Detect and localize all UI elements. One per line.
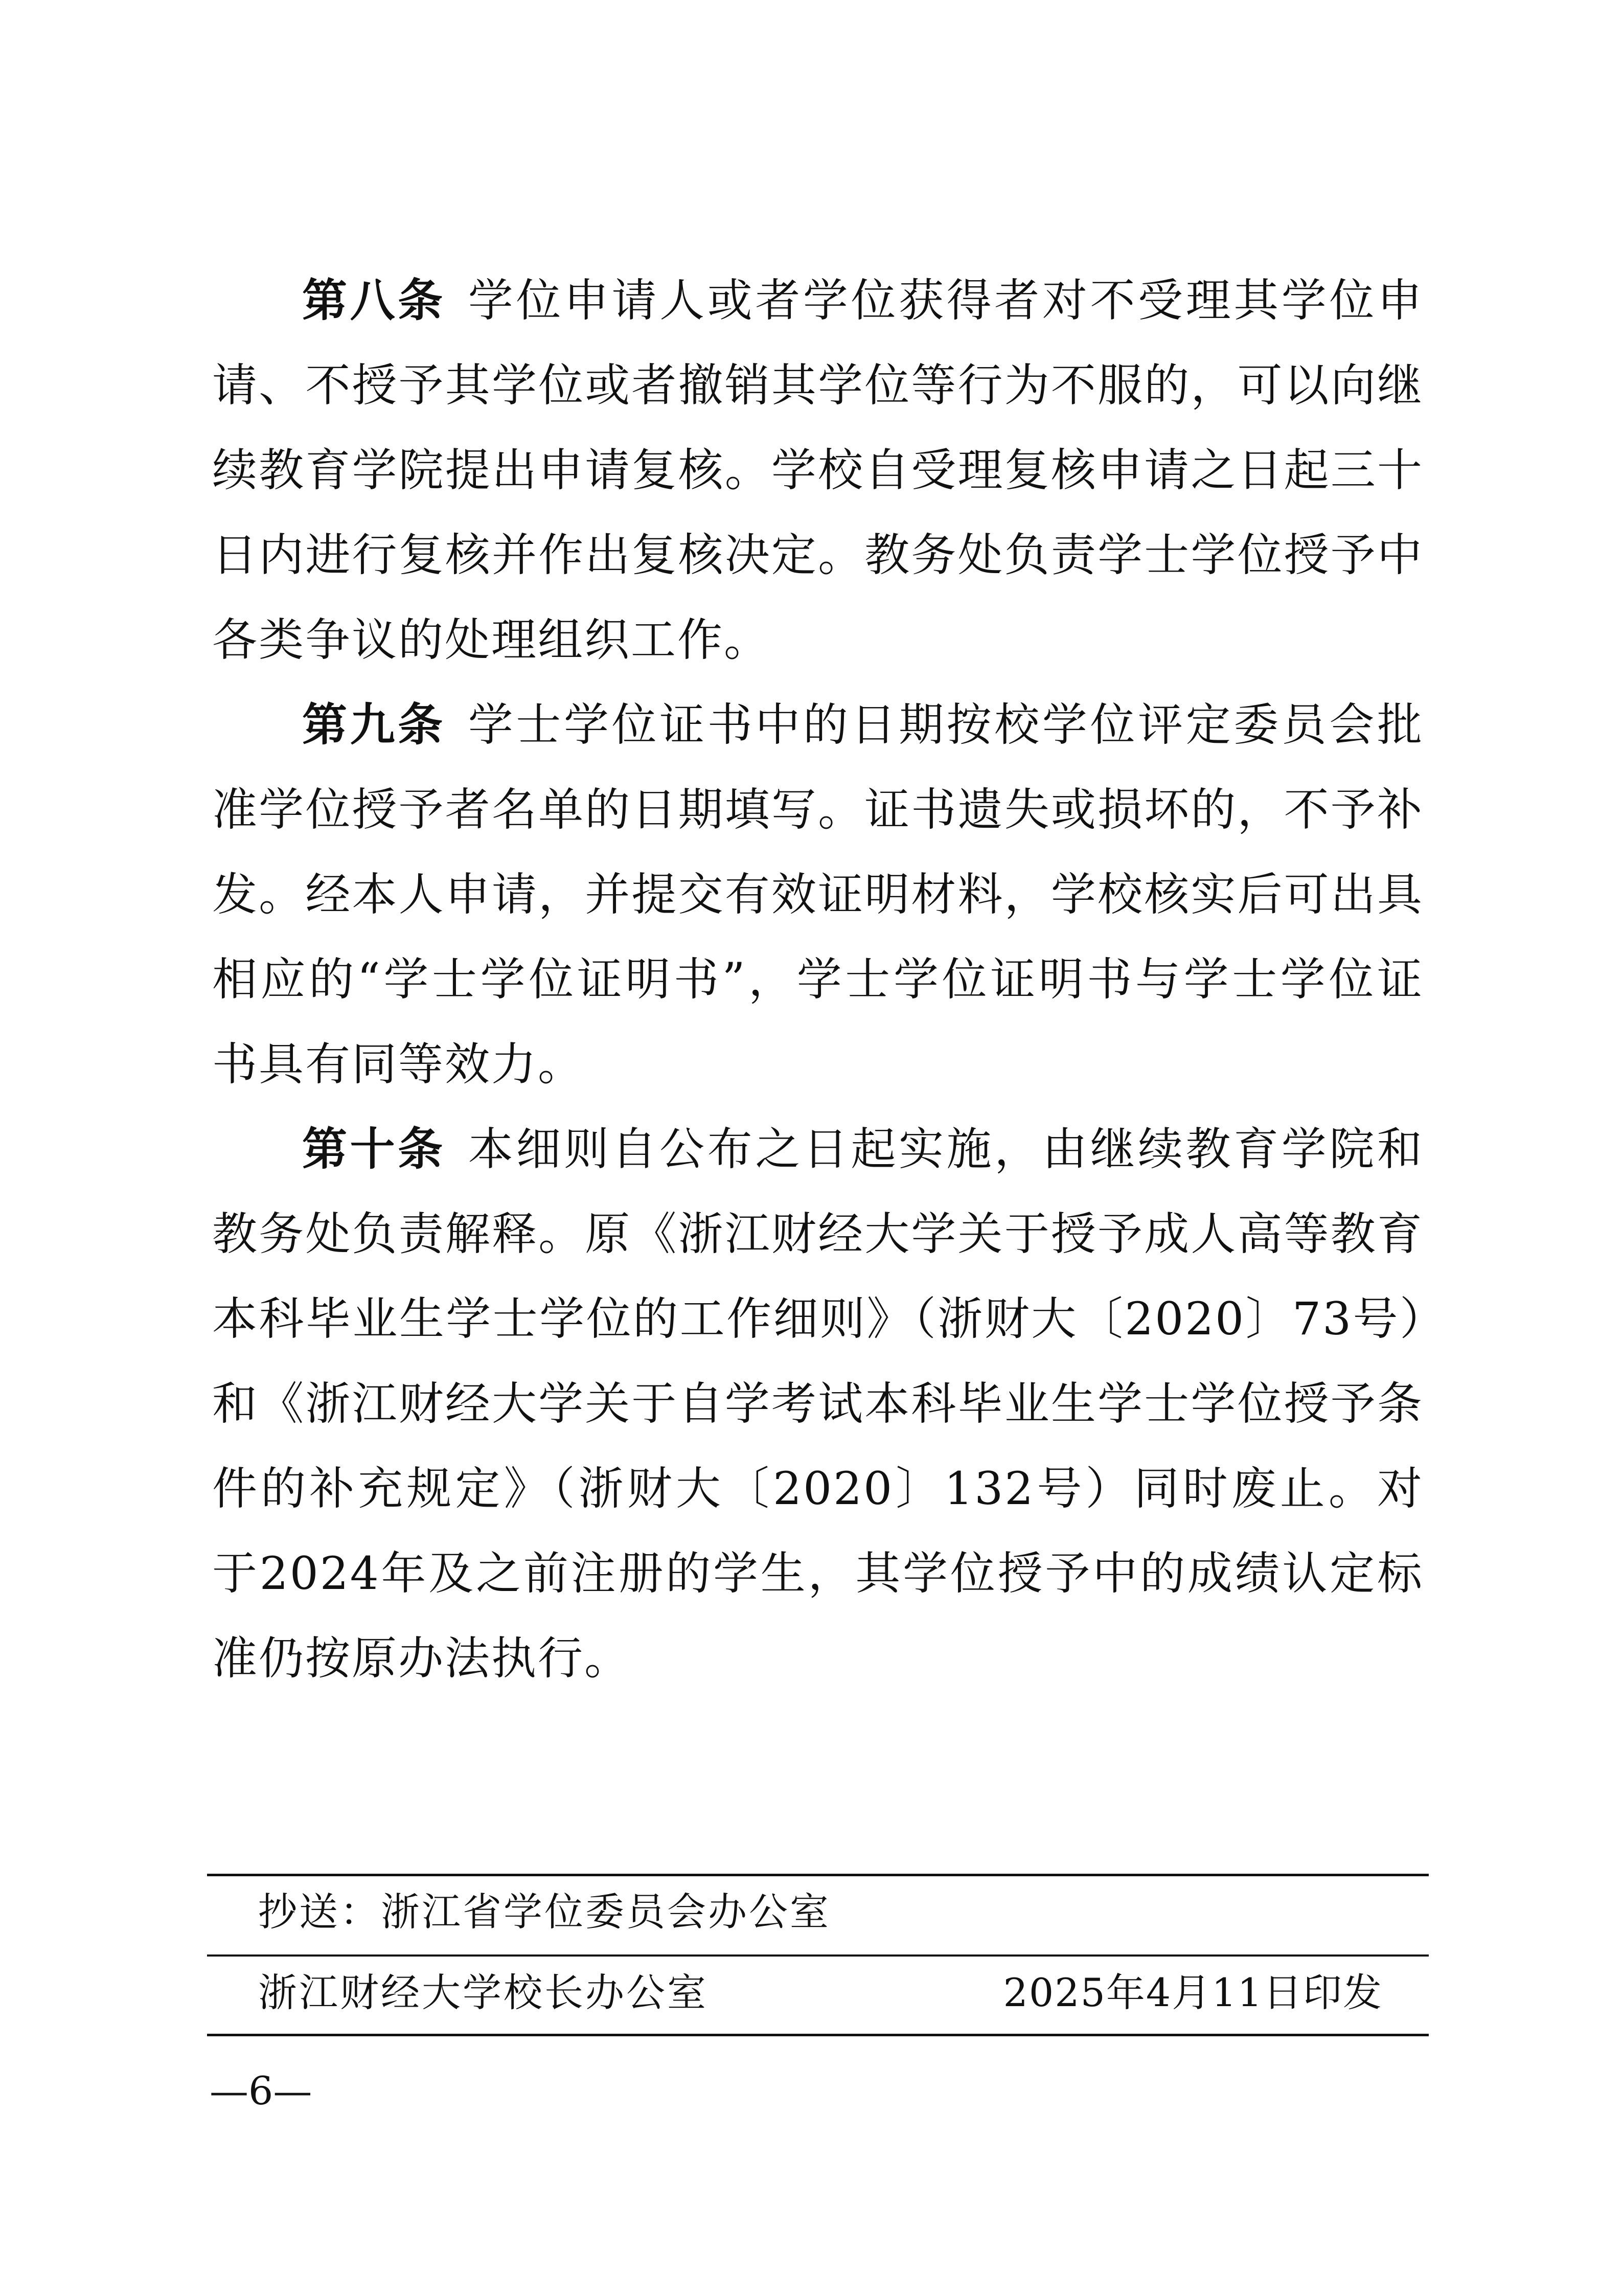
article-9-text: 学士学位证书中的日期按校学位评定委员会批准学位授予者名单的日期填写。证书遗失或损坏的，不予补发。经本人申请，并提交有效证明材料，学校核实后可出具相应的“学士学位证明书”，学士学位证明书与学士学位证书具有同等效力。 [212,698,1424,1090]
footer-bottom-rule [207,2034,1429,2036]
article-10-heading: 第十条 [302,1123,446,1175]
article-9 [212,683,1424,1107]
article-9-heading: 第九条 [302,698,446,751]
cc-recipients: 抄送：浙江省学位委员会办公室 [258,1889,831,1935]
document-body [212,258,1424,1701]
issuing-office: 浙江财经大学校长办公室 [258,1970,708,2015]
footer-top-rule [207,1874,1429,1876]
article-10 [212,1107,1424,1701]
article-8-text: 学位申请人或者学位获得者对不受理其学位申请、不授予其学位或者撤销其学位等行为不服的，可以向继续教育学院提出申请复核。学校自受理复核申请之日起三十日内进行复核并作出复核决定。教务处负责学士学位授予中各类争议的处理组织工作。 [212,274,1424,666]
article-8 [212,258,1424,683]
article-8-heading: 第八条 [302,274,446,327]
footer-middle-rule [207,1954,1429,1957]
page-number: —6— [210,2068,312,2113]
issue-date: 2025年4月11日印发 [1003,1970,1383,2015]
article-10-text: 本细则自公布之日起实施，由继续教育学院和教务处负责解释。原《浙江财经大学关于授予成人高等教育本科毕业生学士学位的工作细则》（浙财大〔2020〕73号）和《浙江财经大学关于自学考试本科毕业生学士学位授予条件的补充规定》（浙财大〔2020〕132号）同时废止。对于2024年及之前注册的学生，其学位授予中的成绩认定标准仍按原办法执行。 [212,1123,1424,1685]
